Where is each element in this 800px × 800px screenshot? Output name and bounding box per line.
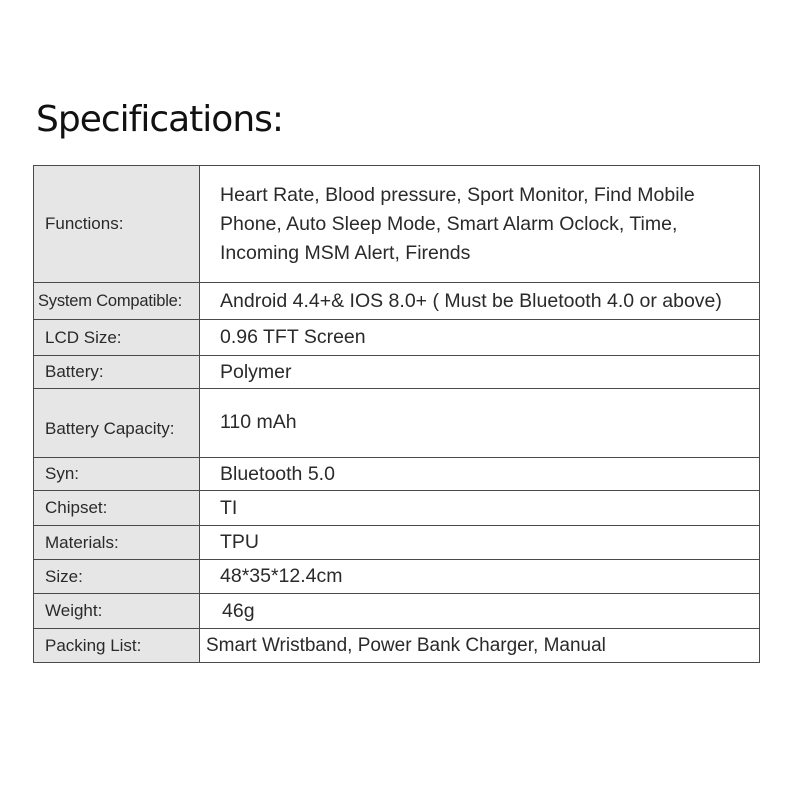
spec-value: 110 mAh [200,389,760,458]
spec-label: Materials: [34,526,200,560]
spec-value: 46g [200,594,760,629]
spec-row-size [34,560,760,594]
spec-row-lcd-size [34,320,760,356]
spec-row-battery-capacity [34,389,760,458]
spec-value: Smart Wristband, Power Bank Charger, Manual [200,629,760,663]
spec-value: Heart Rate, Blood pressure, Sport Monitor, Find Mobile Phone, Auto Sleep Mode, Smart Alarm Oclock, Time, Incoming MSM Alert, Firends [200,166,760,283]
spec-value: 48*35*12.4cm [200,560,760,594]
spec-label: Weight: [34,594,200,629]
spec-value: Android 4.4+& IOS 8.0+ ( Must be Bluetooth 4.0 or above) [200,283,760,320]
spec-label: LCD Size: [34,320,200,356]
page-title: Specifications: [36,99,284,140]
spec-label: System Compatible: [34,283,200,320]
spec-value: Polymer [200,356,760,389]
spec-label: Chipset: [34,491,200,526]
spec-label: Battery: [34,356,200,389]
spec-label: Syn: [34,458,200,491]
spec-value: TI [200,491,760,526]
spec-row-materials [34,526,760,560]
spec-row-chipset [34,491,760,526]
spec-row-syn [34,458,760,491]
spec-row-battery [34,356,760,389]
spec-row-weight [34,594,760,629]
spec-label: Size: [34,560,200,594]
spec-row-system-compatible [34,283,760,320]
spec-value: Bluetooth 5.0 [200,458,760,491]
spec-label: Battery Capacity: [34,389,200,458]
spec-value: 0.96 TFT Screen [200,320,760,356]
specifications-table [33,165,760,663]
spec-value: TPU [200,526,760,560]
spec-label: Functions: [34,166,200,283]
spec-label: Packing List: [34,629,200,663]
spec-row-functions [34,166,760,283]
spec-row-packing-list [34,629,760,663]
